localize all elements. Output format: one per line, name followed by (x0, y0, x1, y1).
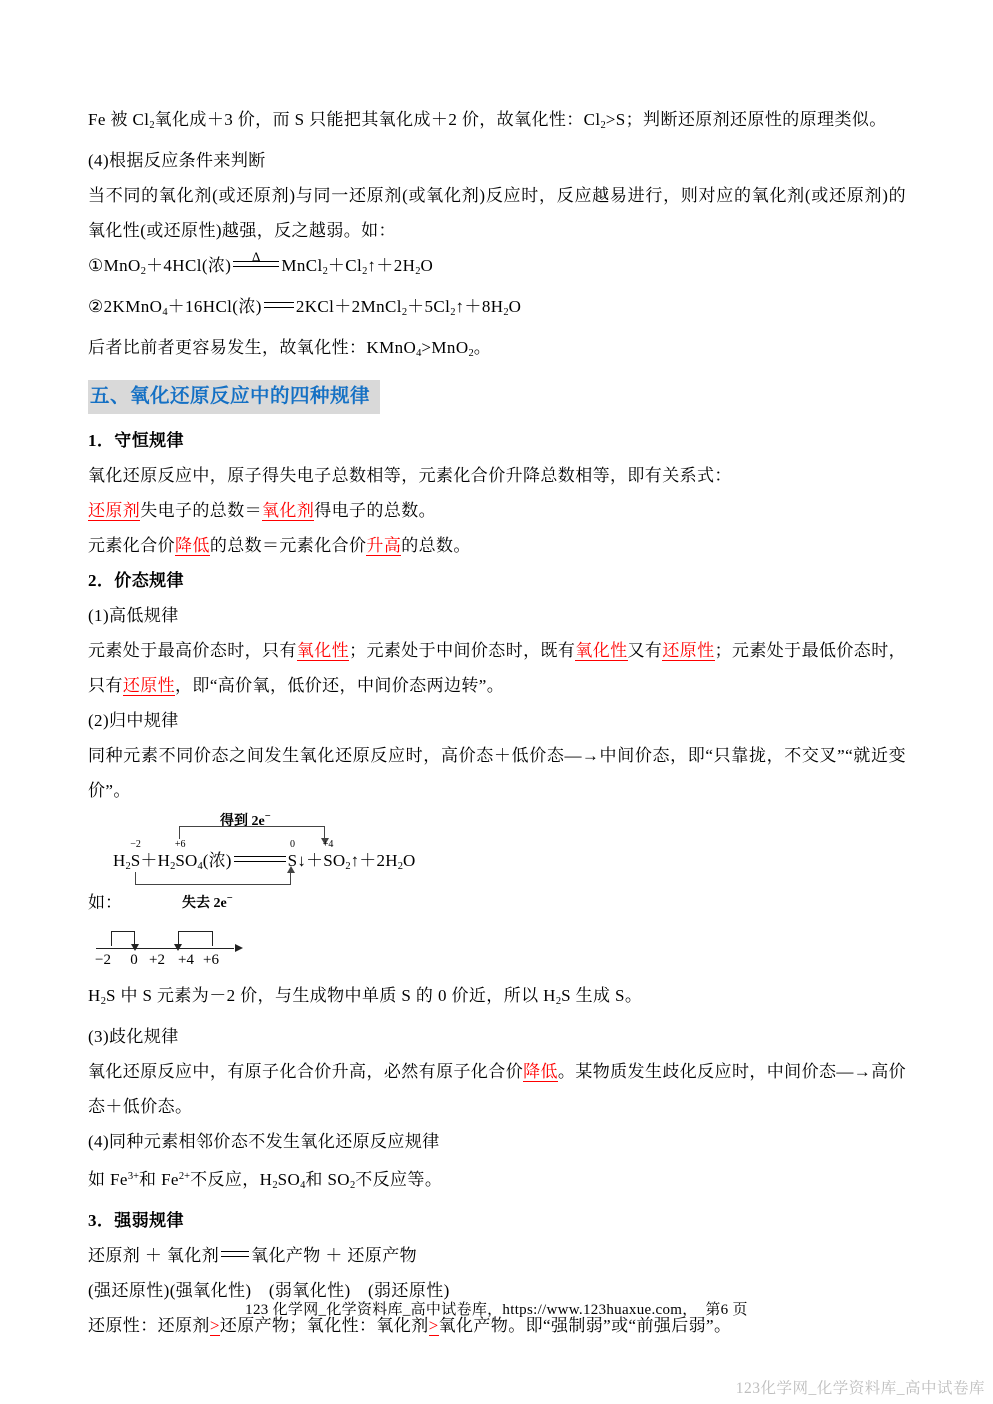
text-run: 2．价态规律 (88, 571, 184, 590)
text-run: 失电子的总数＝ (140, 501, 263, 520)
subscript: 2 (362, 266, 368, 277)
key-term-red: 升高 (366, 536, 402, 555)
subscript: 2 (503, 307, 509, 318)
text-run: ＋H (140, 851, 171, 870)
text-run: O (184, 851, 198, 870)
lose-electron-label (182, 892, 233, 912)
text-run: S 生成 S。 (561, 986, 643, 1005)
text-run: >MnO (421, 338, 469, 357)
atom-with-oxidation-number: S −2 (130, 839, 141, 870)
key-term-red: 降低 (175, 536, 210, 555)
text-run: 。某物质发生歧化反应时，中间价态—→高价态＋低价态。 (88, 1062, 906, 1116)
text-run: 的总数＝元素化合价 (209, 536, 367, 555)
text-run: O (508, 297, 522, 316)
text-run: ＋5Cl (407, 297, 451, 316)
text-run: ；元素处于最低价态时，只有 (88, 641, 906, 695)
atom-with-oxidation-number: S +4 (322, 839, 334, 870)
key-term-red: 氧化性 (296, 641, 350, 660)
text-run: 同种元素不同价态之间发生氧化还原反应时，高价态＋低价态—→中间价态，即“只靠拢，不交叉”“就近变价”。 (88, 746, 906, 800)
paragraph (88, 1238, 906, 1273)
paragraph (88, 1124, 906, 1159)
key-term-red: 氧化剂 (262, 501, 315, 520)
number-line-axis (96, 948, 234, 949)
delta-condition: Δ (251, 249, 261, 264)
valence-number-line (88, 924, 906, 978)
section-heading (88, 380, 380, 414)
subscript: 4 (416, 348, 422, 359)
paragraph (88, 102, 906, 143)
chemical-equation-line (88, 289, 906, 330)
text-run: ＋Cl (327, 256, 363, 275)
text-run: SO (277, 1170, 301, 1189)
subscript: 4 (162, 307, 168, 318)
text-run: H (88, 986, 101, 1005)
text-run: ②2KMnO (88, 297, 163, 316)
text-run: 又有 (627, 641, 663, 660)
text-run: (2)归中规律 (88, 711, 179, 730)
superscript: 2+ (178, 1171, 191, 1182)
reaction-equals-line (234, 856, 286, 862)
superscript: − (264, 811, 271, 822)
paragraph (88, 458, 906, 493)
key-term-red: > (209, 1316, 220, 1335)
key-term-red: > (428, 1316, 439, 1335)
diagram-chemical-equation (113, 839, 416, 872)
subscript: 2 (322, 266, 328, 277)
subscript: 2 (349, 1180, 356, 1191)
text-run: 后者比前者更容易发生，故氧化性：KMnO (88, 338, 417, 357)
oxidation-number: 0 (289, 839, 295, 850)
reaction-equals-line (221, 1251, 249, 1257)
text-run: 和 SO (305, 1170, 350, 1189)
text-run: 如 Fe (88, 1170, 128, 1189)
subscript: 2 (345, 861, 351, 872)
paragraph (88, 978, 906, 1019)
text-run: 的总数。 (401, 536, 471, 555)
tick-label: 0 (130, 952, 138, 968)
paragraph-flow-top (88, 102, 906, 808)
document-body (88, 102, 906, 1343)
text-run: (4)根据反应条件来判断 (88, 151, 266, 170)
valence-arrow-minus2-to-0 (111, 931, 135, 946)
subscript: 4 (197, 861, 203, 872)
oxidation-number: +6 (174, 839, 186, 850)
text-run: Fe 被 Cl (88, 110, 150, 129)
superscript: − (226, 893, 233, 904)
subscript: 2 (170, 861, 176, 872)
tick-label: +6 (203, 952, 219, 968)
atom-with-oxidation-number: S 0 (287, 839, 298, 870)
paragraph-flow-bottom (88, 978, 906, 1343)
subscript: 2 (401, 307, 408, 318)
subscript: 2 (149, 120, 155, 131)
text-run: 氧化还原反应中，有原子化合价升高，必然有原子化合价 (88, 1062, 524, 1081)
subscript: 2 (100, 996, 106, 1007)
text-run: ＋4HCl(浓) (145, 256, 232, 275)
paragraph (88, 598, 906, 633)
text-run: ；元素处于中间价态时，既有 (349, 641, 576, 660)
text-run: 五、氧化还原反应中的四种规律 (90, 386, 371, 407)
paragraph (88, 178, 906, 248)
reaction-equals-line (264, 302, 294, 308)
key-term-red: 降低 (523, 1062, 558, 1081)
valence-arrow-plus6-to-plus4 (178, 931, 213, 946)
text-run: 还原性：还原剂 (88, 1316, 210, 1335)
text-run: 氧化产物 ＋ 还原产物 (251, 1246, 418, 1265)
text-run: 氧化产物。即“强制弱”或“前强后弱”。 (438, 1316, 732, 1335)
electron-transfer-diagram (88, 810, 906, 922)
superscript: 3+ (127, 1171, 140, 1182)
text-run: 失去 2e (182, 896, 227, 911)
text-run: 得电子的总数。 (314, 501, 437, 520)
subscript: 2 (450, 307, 456, 318)
text-run: 当不同的氧化剂(或还原剂)与同一还原剂(或氧化剂)反应时，反应越易进行，则对应的氧化剂(或还原剂)的氧化性(或还原性)越强，反之越弱。如： (88, 186, 906, 240)
subscript: 2 (125, 861, 131, 872)
gain-electron-bracket-arrow (179, 826, 325, 839)
text-run: (浓) (202, 851, 232, 870)
text-run: ＋16HCl(浓) (167, 297, 262, 316)
text-run: 得到 2e (220, 814, 265, 829)
atom-with-oxidation-number: S +6 (174, 839, 186, 870)
text-run: ，即“高价氧，低价还，中间价态两边转”。 (175, 676, 505, 695)
subsection-heading (88, 423, 906, 458)
text-run: ①MnO (88, 256, 141, 275)
text-run: 1．守恒规律 (88, 431, 184, 450)
subscript: 4 (300, 1180, 306, 1191)
text-run: (强还原性)(强氧化性) (弱氧化性) (弱还原性) (88, 1281, 450, 1300)
text-run: O (402, 851, 416, 870)
text-run: ↑＋2H (367, 256, 416, 275)
text-run: 不反应等。 (355, 1170, 443, 1189)
chemical-equation-line (88, 248, 906, 289)
lose-electron-bracket-arrow (135, 872, 291, 885)
text-run: O (332, 851, 346, 870)
text-run: 和 Fe (139, 1170, 179, 1189)
example-label: 如： (88, 893, 122, 912)
text-run: 元素化合价 (88, 536, 175, 555)
page-footer: 123 化学网_化学资料库_高中试卷库，https://www.123huaxue.com， 第6 页 (245, 1302, 748, 1318)
subscript: 2 (415, 266, 421, 277)
paragraph (88, 738, 906, 808)
text-run: 氧化还原反应中，原子得失电子总数相等，元素化合价升降总数相等，即有关系式： (88, 466, 732, 485)
paragraph (88, 528, 906, 563)
text-run: ↑＋2H (350, 851, 398, 870)
paragraph (88, 493, 906, 528)
tick-label: +4 (178, 952, 194, 968)
subscript: 2 (140, 266, 146, 277)
text-run: 不反应，H (190, 1170, 273, 1189)
key-term-red: 还原性 (662, 641, 715, 660)
reaction-equals-line (233, 249, 279, 267)
text-run: (3)歧化规律 (88, 1027, 179, 1046)
key-term-red: 还原性 (122, 676, 176, 695)
text-run: ↑＋8H (455, 297, 504, 316)
text-run: S 中 S 元素为－2 价，与生成物中单质 S 的 0 价近，所以 H (105, 986, 556, 1005)
text-run: 。 (473, 338, 492, 357)
text-run: ↓＋ (297, 851, 324, 870)
text-run: (4)同种元素相邻价态不发生氧化还原反应规律 (88, 1132, 440, 1151)
text-run: MnCl (281, 256, 323, 275)
key-term-red: 还原剂 (88, 501, 141, 520)
text-run: 还原产物；氧化性：氧化剂 (219, 1316, 429, 1335)
watermark: 123化学网_化学资料库_高中试卷库 (735, 1380, 985, 1397)
tick-label: −2 (95, 952, 111, 968)
subsection-heading (88, 1203, 906, 1238)
oxidation-number: −2 (130, 839, 141, 850)
subscript: 2 (272, 1180, 278, 1191)
text-run: 元素处于最高价态时，只有 (88, 641, 297, 660)
text-run: 氧化成＋3 价，而 S 只能把其氧化成＋2 价，故氧化性：Cl (154, 110, 601, 129)
paragraph (88, 1054, 906, 1124)
subscript: 2 (555, 996, 562, 1007)
paragraph (88, 143, 906, 178)
text-run: 3．强弱规律 (88, 1211, 184, 1230)
text-run: O (420, 256, 434, 275)
text-run: H (113, 851, 126, 870)
paragraph (88, 1019, 906, 1054)
paragraph (88, 1159, 906, 1203)
subscript: 2 (397, 861, 403, 872)
paragraph (88, 703, 906, 738)
text-run: 2KCl＋2MnCl (295, 297, 402, 316)
text-run: (1)高低规律 (88, 606, 179, 625)
paragraph (88, 633, 906, 703)
tick-label: +2 (149, 952, 165, 968)
subscript: 2 (468, 348, 474, 359)
subscript: 2 (600, 120, 606, 131)
text-run: >S；判断还原剂还原性的原理类似。 (605, 110, 887, 129)
key-term-red: 氧化性 (575, 641, 628, 660)
subsection-heading (88, 563, 906, 598)
paragraph (88, 330, 906, 371)
oxidation-number: +4 (322, 839, 334, 850)
text-run: 还原剂 ＋ 氧化剂 (88, 1246, 220, 1265)
